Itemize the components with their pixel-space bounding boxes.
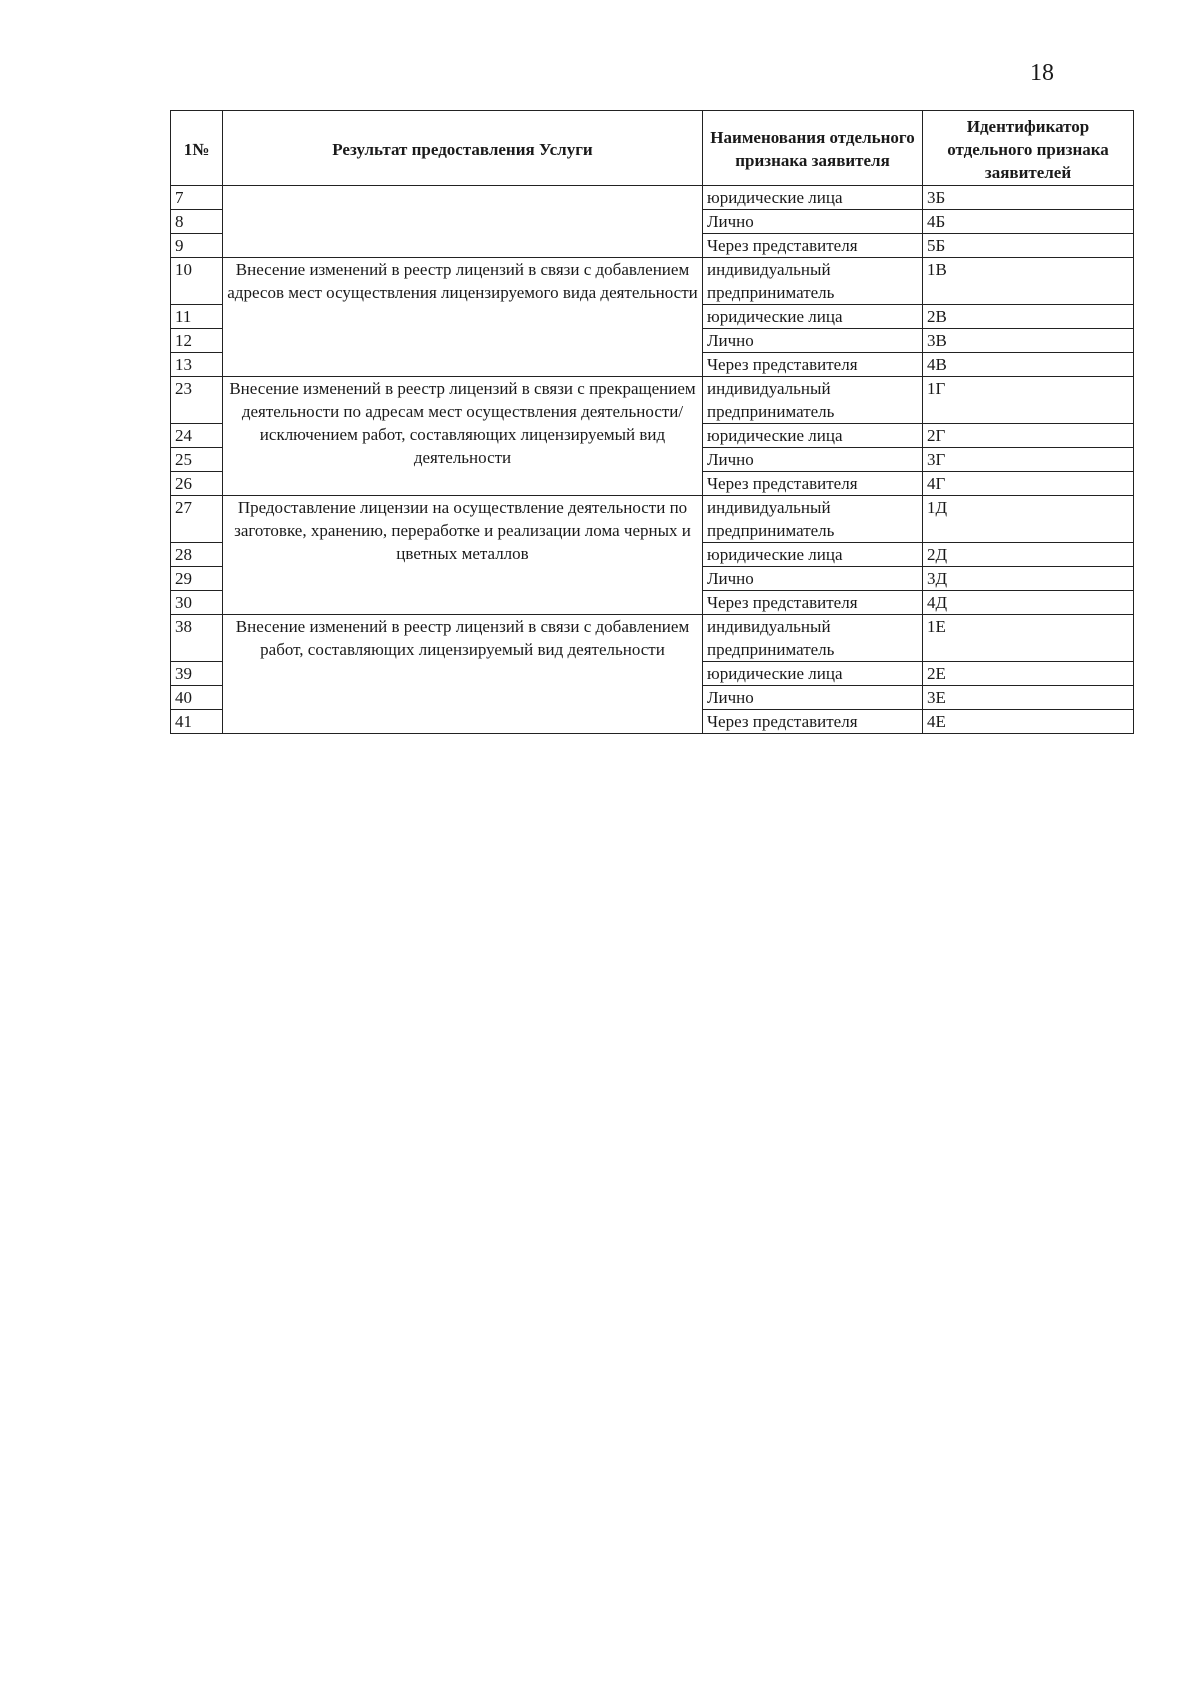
attribute-identifier: 3Б [923,186,1134,210]
row-number: 24 [171,424,223,448]
table-row [171,186,1134,210]
service-result: Внесение изменений в реестр лицензий в связи с добавлением адресов мест осуществления лицензируемого вида деятельности [223,258,703,377]
attribute-identifier: 3Г [923,448,1134,472]
attribute-name: Лично [703,329,923,353]
attribute-identifier: 4Е [923,710,1134,734]
attribute-name: Через представителя [703,591,923,615]
attribute-identifier: 2Д [923,543,1134,567]
table-body [171,186,1134,734]
row-number: 41 [171,710,223,734]
attribute-identifier: 4Г [923,472,1134,496]
row-number: 7 [171,186,223,210]
attribute-identifier: 1Д [923,496,1134,543]
table-header-row [171,111,1134,186]
row-number: 39 [171,662,223,686]
attribute-identifier: 4В [923,353,1134,377]
row-number: 28 [171,543,223,567]
row-number: 30 [171,591,223,615]
attribute-identifier: 4Д [923,591,1134,615]
row-number: 27 [171,496,223,543]
attribute-identifier: 1Г [923,377,1134,424]
attribute-name: Через представителя [703,472,923,496]
row-number: 38 [171,615,223,662]
row-number: 11 [171,305,223,329]
attribute-identifier: 2Е [923,662,1134,686]
attribute-identifier: 1Е [923,615,1134,662]
header-attr-id: Идентификатор отдельного признака заявителей [923,111,1134,186]
table-row [171,496,1134,543]
attribute-name: Через представителя [703,710,923,734]
attribute-identifier: 3Д [923,567,1134,591]
header-attr-name: Наименования отдельного признака заявителя [703,111,923,186]
row-number: 9 [171,234,223,258]
service-result: Предоставление лицензии на осуществление деятельности по заготовке, хранению, переработке и реализации лома черных и цветных металлов [223,496,703,615]
attribute-name: индивидуальный предприниматель [703,496,923,543]
table-row [171,377,1134,424]
row-number: 23 [171,377,223,424]
service-result: Внесение изменений в реестр лицензий в связи с добавлением работ, составляющих лицензируемый вид деятельности [223,615,703,734]
attribute-identifier: 2В [923,305,1134,329]
attribute-identifier: 5Б [923,234,1134,258]
table-row [171,258,1134,305]
attribute-identifier: 2Г [923,424,1134,448]
row-number: 8 [171,210,223,234]
row-number: 40 [171,686,223,710]
attribute-name: Лично [703,686,923,710]
row-number: 26 [171,472,223,496]
table-row [171,615,1134,662]
service-result [223,186,703,258]
attribute-name: юридические лица [703,424,923,448]
attribute-identifier: 1В [923,258,1134,305]
row-number: 12 [171,329,223,353]
attribute-name: Лично [703,567,923,591]
attribute-name: индивидуальный предприниматель [703,377,923,424]
attribute-name: юридические лица [703,305,923,329]
service-result: Внесение изменений в реестр лицензий в связи с прекращением деятельности по адресам мест осуществления деятельности/исключением работ, составляющих лицензируемый вид деятельности [223,377,703,496]
attribute-name: юридические лица [703,543,923,567]
header-result: Результат предоставления Услуги [223,111,703,186]
attribute-name: Лично [703,448,923,472]
row-number: 10 [171,258,223,305]
attribute-name: индивидуальный предприниматель [703,615,923,662]
row-number: 25 [171,448,223,472]
attribute-name: юридические лица [703,662,923,686]
attribute-name: индивидуальный предприниматель [703,258,923,305]
attribute-identifier: 3В [923,329,1134,353]
header-num: 1№ [171,111,223,186]
page-number: 18 [1030,60,1054,86]
row-number: 13 [171,353,223,377]
attribute-name: Через представителя [703,234,923,258]
applicant-attributes-table [170,110,1134,734]
attribute-name: Лично [703,210,923,234]
row-number: 29 [171,567,223,591]
attribute-name: юридические лица [703,186,923,210]
attribute-name: Через представителя [703,353,923,377]
attribute-identifier: 4Б [923,210,1134,234]
attribute-identifier: 3Е [923,686,1134,710]
